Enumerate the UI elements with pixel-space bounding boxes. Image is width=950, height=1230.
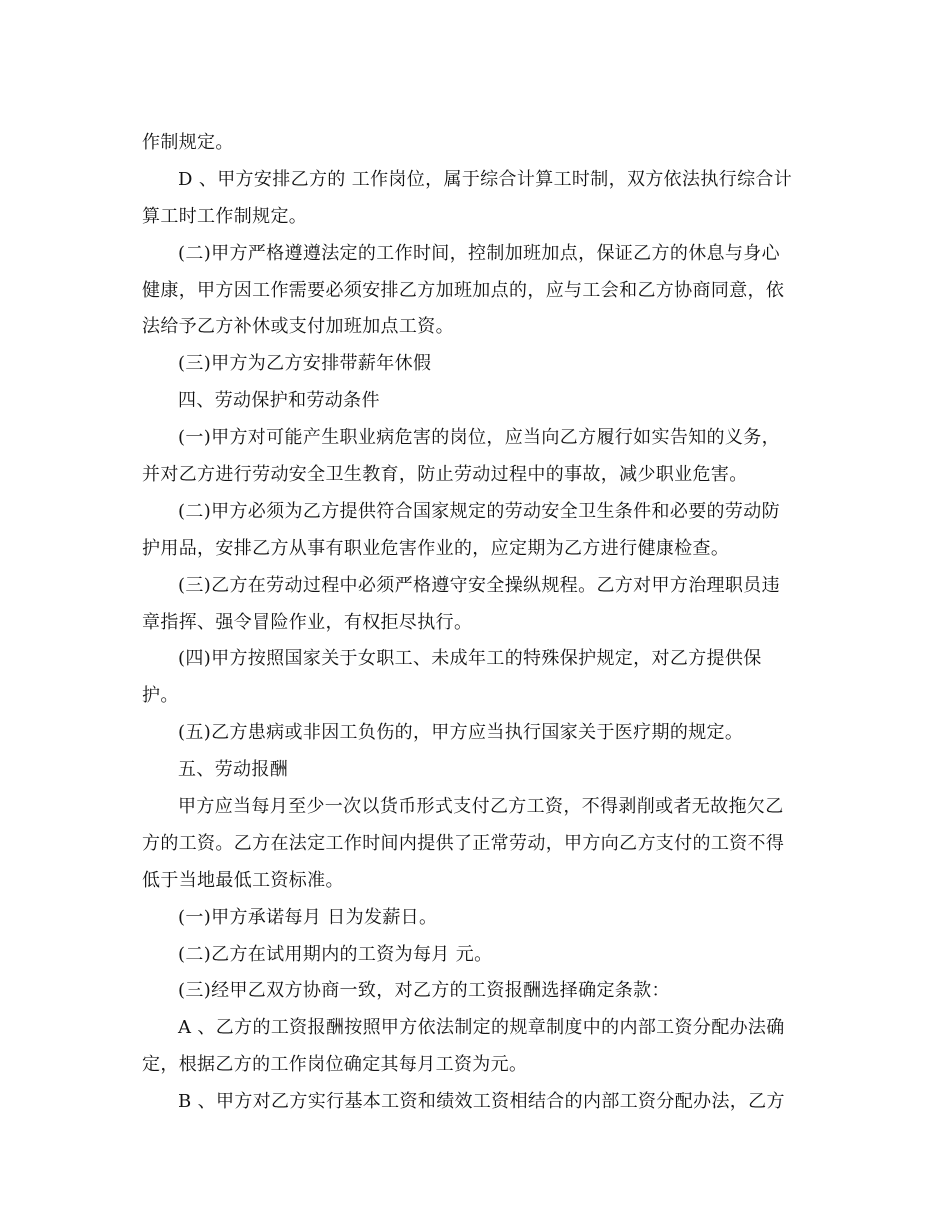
text-line: 章指挥、强令冒险作业，有权拒尽执行。: [142, 611, 473, 633]
text-line: 法给予乙方补休或支付加班加点工资。: [142, 316, 454, 338]
text-line: (二)乙方在试用期内的工资为每月 元。: [178, 943, 493, 965]
text-line: 护。: [142, 685, 179, 707]
text-line: 四、劳动保护和劳动条件: [178, 390, 380, 412]
text-line: (一)甲方对可能产生职业病危害的岗位，应当向乙方履行如实告知的义务，: [178, 427, 780, 449]
text-line: B 、甲方对乙方实行基本工资和绩效工资相结合的内部工资分配办法，乙方: [178, 1091, 785, 1113]
text-line: A 、乙方的工资报酬按照甲方依法制定的规章制度中的内部工资分配办法确: [178, 1017, 785, 1039]
text-line: 低于当地最低工资标准。: [142, 869, 344, 891]
text-line: (二)甲方严格遵遵法定的工作时间，控制加班加点，保证乙方的休息与身心: [178, 242, 780, 264]
text-line: (三)甲方为乙方安排带薪年休假: [178, 353, 432, 375]
text-line: 五、劳动报酬: [178, 759, 289, 781]
text-line: (二)甲方必须为乙方提供符合国家规定的劳动安全卫生条件和必要的劳动防: [178, 500, 780, 522]
text-line: (三)乙方在劳动过程中必须严格遵守安全操纵规程。乙方对甲方治理职员违: [178, 574, 780, 596]
text-line: 算工时工作制规定。: [142, 205, 308, 227]
text-line: (三)经甲乙双方协商一致，对乙方的工资报酬选择确定条款：: [178, 980, 670, 1002]
text-line: 作制规定。: [142, 132, 234, 153]
text-line: (一)甲方承诺每月 日为发薪日。: [178, 906, 438, 928]
document-page: [142, 125, 810, 1121]
text-line: (五)乙方患病或非因工负伤的，甲方应当执行国家关于医疗期的规定。: [178, 722, 744, 744]
text-line: D 、甲方安排乙方的 工作岗位，属于综合计算工时制，双方依法执行综合计: [178, 168, 793, 190]
text-line: 并对乙方进行劳动安全卫生教育，防止劳动过程中的事故，减少职业危害。: [142, 464, 748, 486]
text-line: 护用品，安排乙方从事有职业危害作业的，应定期为乙方进行健康检查。: [142, 537, 730, 559]
text-line: 定，根据乙方的工作岗位确定其每月工资为元。: [142, 1054, 528, 1076]
text-line: 健康，甲方因工作需要必须安排乙方加班加点的，应与工会和乙方协商同意，依: [142, 279, 785, 301]
text-line: (四)甲方按照国家关于女职工、未成年工的特殊保护规定，对乙方提供保: [178, 648, 762, 670]
text-line: 甲方应当每月至少一次以货币形式支付乙方工资，不得剥削或者无故拖欠乙: [178, 796, 784, 818]
text-line: 方的工资。乙方在法定工作时间内提供了正常劳动，甲方向乙方支付的工资不得: [142, 832, 785, 854]
